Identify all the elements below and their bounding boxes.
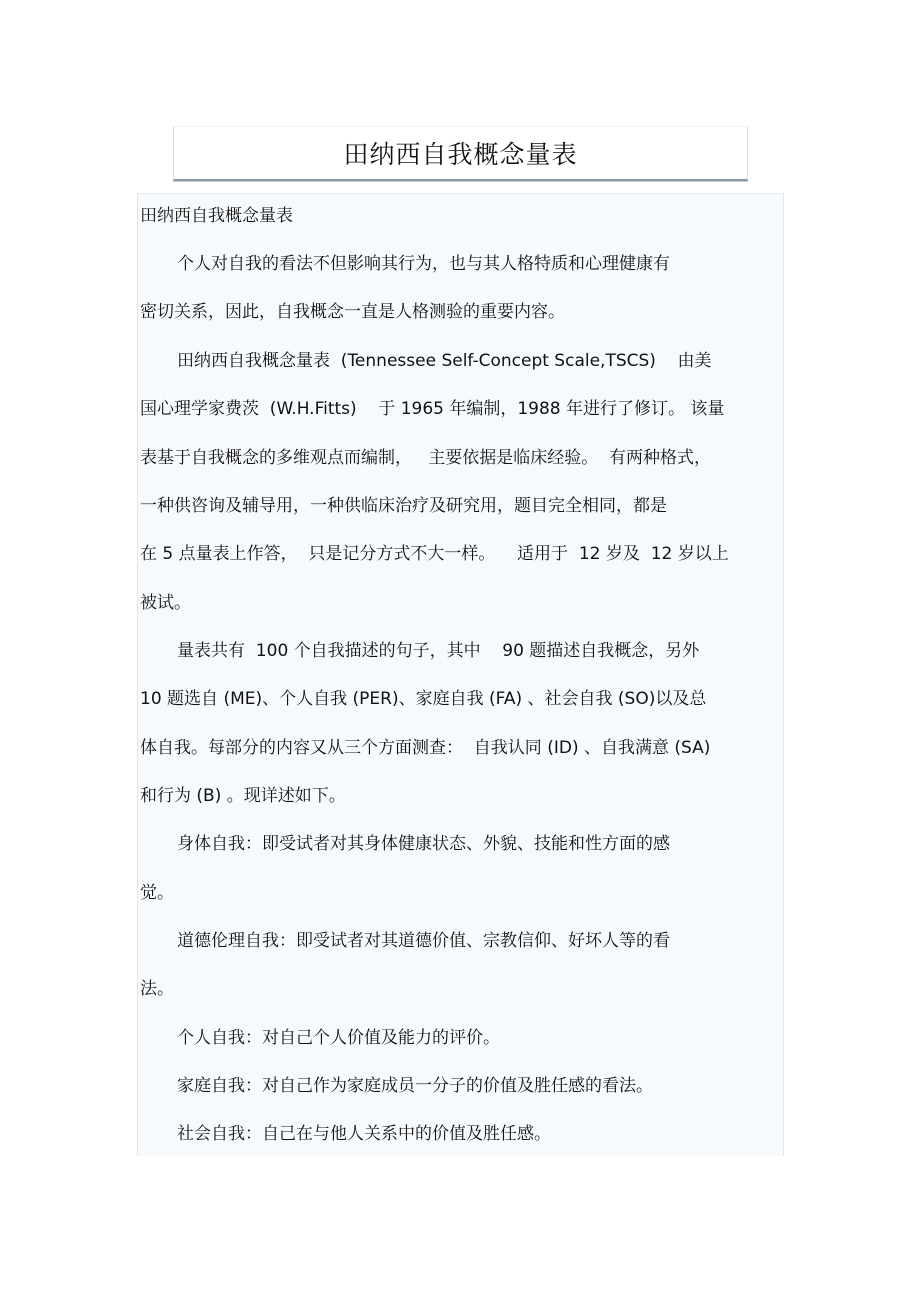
paragraph-line: 体自我。每部分的内容又从三个方面测查： 自我认同 (ID) 、自我满意 (SA): [140, 738, 711, 758]
paragraph-line: 密切关系，因此，自我概念一直是人格测验的重要内容。: [140, 302, 565, 322]
paragraph-line: 量表共有 100 个自我描述的句子，其中 90 题描述自我概念，另外: [177, 641, 700, 661]
paragraph-line: 道德伦理自我：即受试者对其道德价值、宗教信仰、好坏人等的看: [177, 931, 670, 951]
paragraph-line: 社会自我：自己在与他人关系中的价值及胜任感。: [177, 1124, 551, 1144]
body-heading: 田纳西自我概念量表: [140, 206, 293, 226]
paragraph-line: 和行为 (B) 。现详述如下。: [140, 786, 346, 806]
document-title: 田纳西自我概念量表: [343, 140, 578, 169]
paragraph-line: 10 题选自 (ME)、个人自我 (PER)、家庭自我 (FA) 、社会自我 (SO)以及总: [140, 689, 707, 709]
paragraph-line: 田纳西自我概念量表 (Tennessee Self-Concept Scale,TSCS) 由美: [177, 351, 712, 371]
document-title-box: [173, 126, 748, 181]
paragraph-line: 觉。: [140, 883, 174, 903]
paragraph-line: 家庭自我：对自己作为家庭成员一分子的价值及胜任感的看法。: [177, 1076, 653, 1096]
paragraph-line: 国心理学家费茨 (W.H.Fitts) 于 1965 年编制，1988 年进行了修订。 该量: [140, 399, 725, 419]
document-body: [137, 193, 784, 1156]
paragraph-line: 个人自我：对自己个人价值及能力的评价。: [177, 1028, 500, 1048]
paragraph-line: 一种供咨询及辅导用，一种供临床治疗及研究用，题目完全相同，都是: [140, 496, 667, 516]
paragraph-line: 身体自我：即受试者对其身体健康状态、外貌、技能和性方面的感: [177, 834, 670, 854]
paragraph-line: 被试。: [140, 593, 191, 613]
paragraph-line: 在 5 点量表上作答， 只是记分方式不大一样。 适用于 12 岁及 12 岁以上: [140, 544, 729, 564]
paragraph-line: 个人对自我的看法不但影响其行为，也与其人格特质和心理健康有: [177, 254, 670, 274]
paragraph-line: 法。: [140, 979, 174, 999]
paragraph-line: 表基于自我概念的多维观点而编制， 主要依据是临床经验。 有两种格式，: [140, 448, 712, 468]
